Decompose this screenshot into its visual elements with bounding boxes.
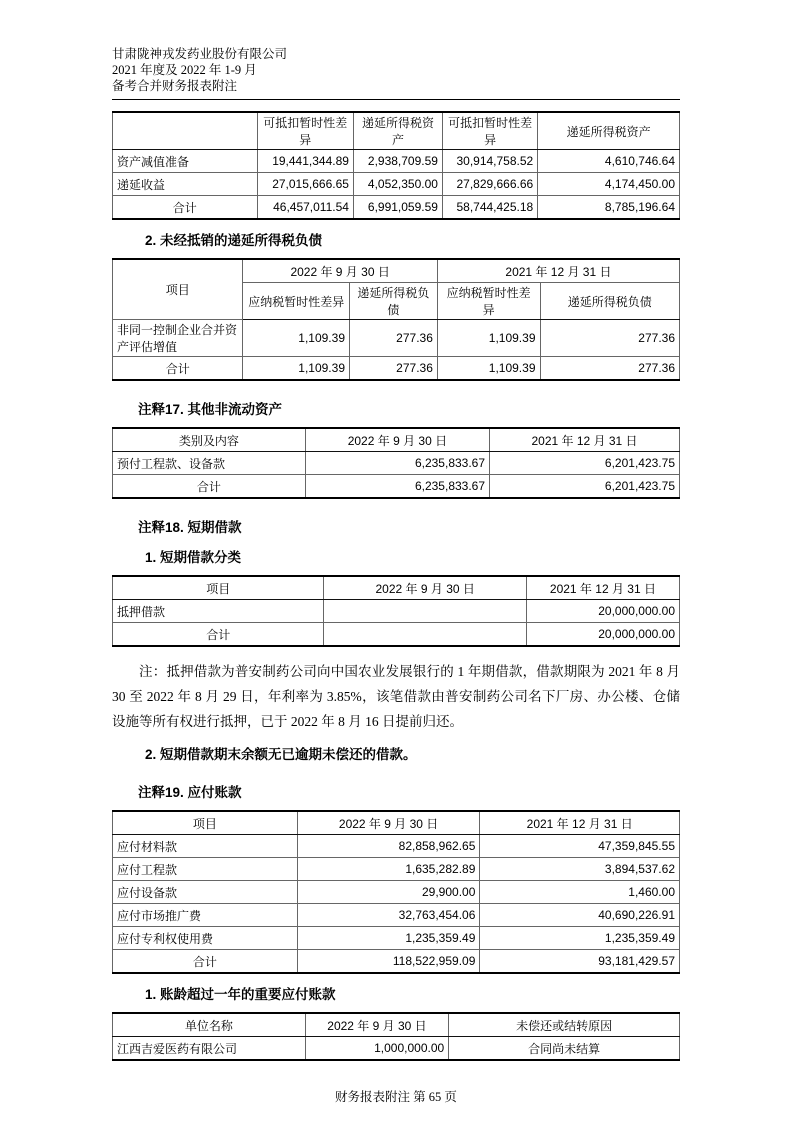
- table-cell: 40,690,226.91: [480, 904, 680, 927]
- column-header: 递延所得税资产: [538, 112, 680, 150]
- table-body: [113, 150, 680, 220]
- table-body: [113, 1037, 680, 1061]
- column-header: 项目: [113, 811, 298, 835]
- row-label: 合计: [113, 623, 324, 647]
- report-title: 备考合并财务报表附注: [112, 79, 238, 93]
- table-row: [113, 927, 680, 950]
- report-period: 2021 年度及 2022 年 1-9 月: [112, 63, 257, 77]
- deferred-tax-assets-table: [112, 111, 680, 220]
- row-label: 合计: [113, 196, 258, 220]
- table-cell: 6,235,833.67: [305, 452, 489, 475]
- table-cell: 277.36: [350, 357, 438, 381]
- table-cell: 20,000,000.00: [526, 623, 679, 647]
- table-cell: 46,457,011.54: [257, 196, 353, 220]
- table-cell: 93,181,429.57: [480, 950, 680, 974]
- table-cell: 4,174,450.00: [538, 173, 680, 196]
- column-header: 可抵扣暂时性差异: [257, 112, 353, 150]
- row-label: 合计: [113, 950, 298, 974]
- table-cell: 6,201,423.75: [490, 452, 680, 475]
- column-header: 2022 年 9 月 30 日: [305, 428, 489, 452]
- column-header: 项目: [113, 576, 324, 600]
- table-cell: 58,744,425.18: [442, 196, 537, 220]
- table-cell: 277.36: [540, 357, 680, 381]
- column-header: 2022 年 9 月 30 日: [243, 259, 437, 283]
- table-header: [113, 259, 680, 320]
- row-label: 抵押借款: [113, 600, 324, 623]
- table-cell: 2,938,709.59: [353, 150, 442, 173]
- accounts-payable-table: [112, 810, 680, 974]
- table-row: [113, 623, 680, 647]
- table-cell: 3,894,537.62: [480, 858, 680, 881]
- table-cell: 1,109.39: [437, 320, 540, 357]
- column-header: 2021 年 12 月 31 日: [490, 428, 680, 452]
- column-header: 2022 年 9 月 30 日: [297, 811, 480, 835]
- page-content: [112, 0, 680, 1105]
- other-noncurrent-assets-table: [112, 427, 680, 499]
- column-header: 类别及内容: [113, 428, 306, 452]
- subsection-heading-loan-classification: 1. 短期借款分类: [145, 550, 242, 565]
- table-row: [113, 320, 680, 357]
- table-cell: 1,235,359.49: [480, 927, 680, 950]
- table-cell: 8,785,196.64: [538, 196, 680, 220]
- row-label: 应付专利权使用费: [113, 927, 298, 950]
- loan-note-paragraph: 注：抵押借款为普安制药公司向中国农业发展银行的 1 年期借款，借款期限为 2021 年 8 月 30 至 2022 年 8 月 29 日，年利率为 3.85%，该笔借款由普安制药公司名下厂房、办公楼、仓储设施等所有权进行抵押，已于 2022 年 8 月 16 日提前归还。: [112, 664, 680, 729]
- table-cell: 6,235,833.67: [305, 475, 489, 499]
- table-header-row: [113, 428, 680, 452]
- row-label: 江西吉爱医药有限公司: [113, 1037, 306, 1061]
- table-cell: 30,914,758.52: [442, 150, 537, 173]
- table-body: [113, 452, 680, 499]
- table-body: [113, 835, 680, 974]
- table-row: [113, 357, 680, 381]
- header-divider: [112, 99, 680, 100]
- table-row: [113, 150, 680, 173]
- table-cell: 1,635,282.89: [297, 858, 480, 881]
- row-label: 非同一控制企业合并资产评估增值: [113, 320, 243, 357]
- table-cell: 32,763,454.06: [297, 904, 480, 927]
- table-cell: 1,109.39: [243, 320, 350, 357]
- table-row: [113, 600, 680, 623]
- column-header: 未偿还或结转原因: [449, 1013, 680, 1037]
- table-row: [113, 950, 680, 974]
- table-row: [113, 173, 680, 196]
- column-header: 应纳税暂时性差异: [243, 283, 350, 320]
- table-row: [113, 835, 680, 858]
- table-header-row: [113, 1013, 680, 1037]
- row-label: 合计: [113, 475, 306, 499]
- subsection-heading-no-overdue-loans: 2. 短期借款期末余额无已逾期未偿还的借款。: [145, 747, 417, 762]
- table-cell: 1,000,000.00: [305, 1037, 448, 1061]
- section-heading-note19: 注释19. 应付账款: [138, 785, 242, 800]
- column-header: 2021 年 12 月 31 日: [437, 259, 679, 283]
- table-cell: 82,858,962.65: [297, 835, 480, 858]
- row-label: 递延收益: [113, 173, 258, 196]
- row-label: 资产减值准备: [113, 150, 258, 173]
- table-cell: 27,829,666.66: [442, 173, 537, 196]
- table-cell: 47,359,845.55: [480, 835, 680, 858]
- table-body: [113, 600, 680, 647]
- table-header: [113, 112, 680, 150]
- row-label: 合计: [113, 357, 243, 381]
- table-cell: 20,000,000.00: [526, 600, 679, 623]
- column-header: 2021 年 12 月 31 日: [480, 811, 680, 835]
- short-term-loans-table: [112, 575, 680, 647]
- column-header: 单位名称: [113, 1013, 306, 1037]
- table-row: [113, 904, 680, 927]
- table-cell: 4,052,350.00: [353, 173, 442, 196]
- table-header: [113, 811, 680, 835]
- row-label: 应付市场推广费: [113, 904, 298, 927]
- column-header: [113, 112, 258, 150]
- aged-payables-table: [112, 1012, 680, 1061]
- table-cell: 29,900.00: [297, 881, 480, 904]
- table-cell: 4,610,746.64: [538, 150, 680, 173]
- row-label: 应付设备款: [113, 881, 298, 904]
- column-header: 2022 年 9 月 30 日: [324, 576, 526, 600]
- table-cell: [324, 600, 526, 623]
- table-header: [113, 428, 680, 452]
- deferred-tax-liabilities-table: [112, 258, 680, 381]
- column-header: 应纳税暂时性差异: [437, 283, 540, 320]
- table-cell: 6,991,059.59: [353, 196, 442, 220]
- table-row: [113, 1037, 680, 1061]
- table-cell: 277.36: [350, 320, 438, 357]
- table-cell: 118,522,959.09: [297, 950, 480, 974]
- table-header-row: [113, 576, 680, 600]
- table-header-row: [113, 259, 680, 283]
- table-cell: 合同尚未结算: [449, 1037, 680, 1061]
- document-header: [112, 46, 680, 100]
- table-row: [113, 881, 680, 904]
- column-header: 递延所得税负债: [350, 283, 438, 320]
- table-cell: 1,109.39: [243, 357, 350, 381]
- table-cell: 1,235,359.49: [297, 927, 480, 950]
- section-heading-note17: 注释17. 其他非流动资产: [138, 402, 283, 417]
- table-cell: 19,441,344.89: [257, 150, 353, 173]
- subsection-heading-aged-payables: 1. 账龄超过一年的重要应付账款: [145, 987, 336, 1002]
- table-row: [113, 475, 680, 499]
- column-header: 2022 年 9 月 30 日: [305, 1013, 448, 1037]
- column-header: 递延所得税负债: [540, 283, 680, 320]
- table-header: [113, 576, 680, 600]
- table-header-row: [113, 811, 680, 835]
- table-cell: 277.36: [540, 320, 680, 357]
- company-name: 甘肃陇神戎发药业股份有限公司: [112, 47, 288, 61]
- column-header: 递延所得税资产: [353, 112, 442, 150]
- table-row: [113, 858, 680, 881]
- table-cell: 27,015,666.65: [257, 173, 353, 196]
- section-heading-deferred-tax-liabilities: 2. 未经抵销的递延所得税负债: [145, 233, 323, 248]
- table-row: [113, 196, 680, 220]
- row-label: 应付工程款: [113, 858, 298, 881]
- table-cell: 1,109.39: [437, 357, 540, 381]
- table-row: [113, 452, 680, 475]
- column-header: 2021 年 12 月 31 日: [526, 576, 679, 600]
- table-cell: 6,201,423.75: [490, 475, 680, 499]
- page-footer: 财务报表附注 第 65 页: [335, 1090, 457, 1104]
- row-label: 预付工程款、设备款: [113, 452, 306, 475]
- table-cell: [324, 623, 526, 647]
- row-label: 应付材料款: [113, 835, 298, 858]
- table-body: [113, 320, 680, 381]
- column-header: 可抵扣暂时性差异: [442, 112, 537, 150]
- column-header: 项目: [113, 259, 243, 320]
- table-header: [113, 1013, 680, 1037]
- table-header-row: [113, 112, 680, 150]
- table-cell: 1,460.00: [480, 881, 680, 904]
- section-heading-note18: 注释18. 短期借款: [138, 520, 242, 535]
